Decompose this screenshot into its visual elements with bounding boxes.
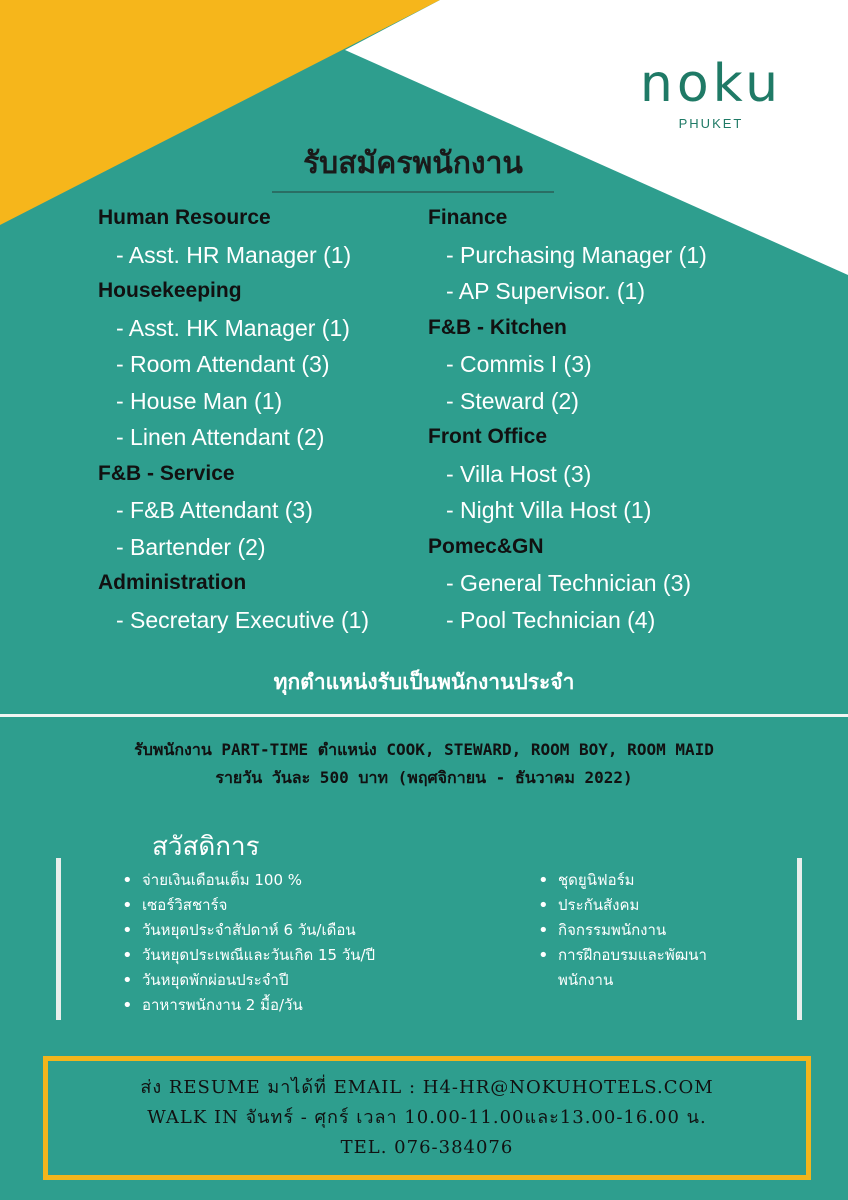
welfare-item: • วันหยุดประจำสัปดาห์ 6 วัน/เดือน	[118, 918, 375, 943]
contact-email: ส่ง RESUME มาได้ที่ EMAIL : H4-HR@NOKUHOTELS.COM	[140, 1077, 714, 1098]
position-item: - Secretary Executive (1)	[116, 606, 370, 633]
welfare-item: • วันหยุดพักผ่อนประจำปี	[118, 968, 375, 993]
welfare-item: • ประกันสังคม	[534, 893, 764, 918]
position-item: - Commis I (3)	[446, 351, 592, 377]
part-time-line-1: รับพนักงาน PART-TIME ตำแหน่ง COOK, STEWARD, ROOM BOY, ROOM MAID	[134, 740, 714, 759]
part-time-line-2: รายวัน วันละ 500 บาท (พฤศจิกายน - ธันวาคม 2022)	[215, 768, 633, 787]
welfare-list-left	[118, 868, 375, 1018]
contact-walk-in: WALK IN จันทร์ - ศุกร์ เวลา 10.00-11.00และ13.00-16.00 น.	[147, 1107, 707, 1128]
position-item: - AP Supervisor. (1)	[446, 278, 645, 304]
welfare-left-bar	[56, 858, 61, 1020]
logo-wordmark: noku	[639, 54, 783, 114]
left-positions-column	[98, 200, 369, 638]
welfare-item: • วันหยุดประเพณีและวันเกิด 15 วัน/ปี	[118, 943, 375, 968]
position-item: - House Man (1)	[116, 387, 283, 414]
position-item: - Asst. HR Manager (1)	[116, 241, 352, 268]
welfare-list-right	[534, 868, 764, 993]
position-item: - Room Attendant (3)	[116, 351, 330, 377]
right-positions-column	[428, 200, 707, 638]
welfare-item: • จ่ายเงินเดือนเต็ม 100 %	[118, 868, 375, 893]
position-item: - Steward (2)	[446, 387, 579, 414]
noku-logo	[626, 56, 796, 131]
position-item: - Night Villa Host (1)	[446, 497, 652, 523]
welfare-title: สวัสดิการ	[152, 832, 260, 862]
welfare-right-bar	[797, 858, 802, 1020]
welfare-item: • เซอร์วิสชาร์จ	[118, 893, 375, 918]
contact-phone: TEL. 076-384076	[340, 1137, 514, 1158]
department-title: Front Office	[428, 425, 547, 448]
logo-location: PHUKET	[678, 116, 744, 131]
position-item: - F&B Attendant (3)	[116, 497, 313, 523]
welfare-item: • ชุดยูนิฟอร์ม	[534, 868, 764, 893]
department-title: F&B - Service	[98, 461, 235, 485]
contact-box	[43, 1056, 811, 1180]
department-title: Pomec&GN	[428, 534, 544, 558]
department-title: Finance	[428, 206, 508, 229]
department-title: F&B - Kitchen	[428, 315, 567, 339]
position-item: - Asst. HK Manager (1)	[116, 314, 350, 341]
section-divider	[0, 714, 848, 717]
department-title: Housekeeping	[98, 279, 242, 302]
welfare-item: • อาหารพนักงาน 2 มื้อ/วัน	[118, 993, 375, 1018]
permanent-note: ทุกตำแหน่งรับเป็นพนักงานประจำ	[273, 670, 575, 694]
department-title: Administration	[98, 571, 247, 594]
position-item: - Pool Technician (4)	[446, 606, 656, 633]
position-item: - Linen Attendant (2)	[116, 424, 325, 450]
welfare-item: • กิจกรรมพนักงาน	[534, 918, 764, 943]
position-item: - Villa Host (3)	[446, 460, 592, 487]
position-item: - Purchasing Manager (1)	[446, 241, 707, 268]
department-title: Human Resource	[98, 206, 271, 229]
position-item: - Bartender (2)	[116, 533, 266, 560]
page-title: รับสมัครพนักงาน	[272, 140, 554, 193]
position-item: - General Technician (3)	[446, 570, 692, 596]
welfare-item: • การฝึกอบรมและพัฒนา พนักงาน	[534, 943, 764, 993]
part-time-notice	[0, 736, 848, 792]
